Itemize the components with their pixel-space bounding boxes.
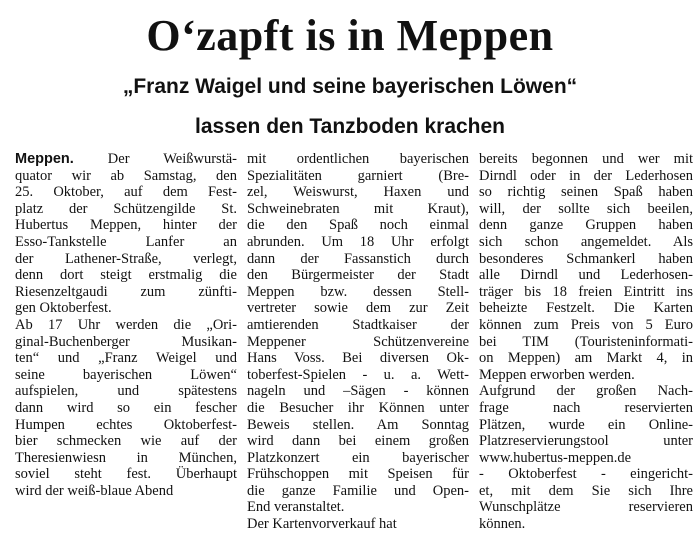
article-line: wird der weiß-blaue Abend — [15, 482, 174, 499]
article-line: platz der Schützengilde St. — [15, 200, 237, 217]
article-line: bei TIM (Touristeninformati- — [479, 333, 693, 350]
article-line: besonderes Schmankerl haben — [479, 250, 693, 267]
subheadline-2: lassen den Tanzboden krachen — [194, 115, 506, 138]
article-line: vertreter sowie dem zur Zeit — [247, 300, 469, 317]
article-line: wird dann bei einem großen — [247, 433, 469, 450]
article-line: Meppen bzw. dessen Stell- — [247, 283, 469, 300]
article-line: frage nach reservierten — [479, 399, 693, 416]
article-line: on Meppen) am Markt 4, in — [479, 350, 693, 367]
article-line: Platzreservierungstool unter — [479, 433, 693, 450]
article-line: so richtig seinen Spaß haben — [479, 184, 693, 201]
article-line: Ab 17 Uhr werden die „Ori- — [15, 316, 237, 333]
article-line: mit ordentlichen bayerischen — [247, 151, 469, 167]
article-column-3 — [479, 151, 693, 533]
article-line: träger bis 18 freien Eintritt ins — [479, 283, 693, 300]
article-line: Schweinebraten mit Kraut), — [247, 200, 469, 217]
article-line: können. — [479, 516, 526, 533]
article-line: Esso-Tankstelle Lanfer an — [15, 233, 237, 250]
article-line: der Lathener-Straße, verlegt, — [15, 250, 237, 267]
article-column-2 — [247, 151, 469, 533]
article-line: Humpen echtes Oktoberfest- — [15, 416, 237, 433]
article-line: Platzkonzert ein bayerischer — [247, 449, 469, 466]
article-line: et, mit dem Sie sich Ihre — [479, 482, 693, 499]
article-line: beheizte Festzelt. Die Karten — [479, 300, 693, 317]
article-line: toberfest-Spielen - u. a. Wett- — [247, 366, 469, 383]
article-line: Meppen erworben werden. — [479, 366, 635, 383]
article-line: denn dort steigt erstmalig die — [15, 267, 237, 284]
article-line: zel, Weiswurst, Haxen und — [247, 184, 469, 201]
article-line: alle Dirndl und Lederhosen- — [479, 267, 693, 284]
article-line-text: Der Weißwurstä- — [73, 151, 237, 167]
article-line: End veranstaltet. — [247, 499, 345, 516]
article-line: will, der sollte sich beeilen, — [479, 200, 693, 217]
article-line: Plätzen, wurde ein Online- — [479, 416, 693, 433]
article-line: soviel steht fest. Überhaupt — [15, 466, 237, 483]
article-line: 25. Oktober, auf dem Fest- — [15, 184, 237, 201]
article-line: Dirndl oder in der Lederhosen — [479, 167, 693, 184]
article-line: quator wir ab Samstag, den — [15, 167, 237, 184]
article-line: Der Kartenvorverkauf hat — [247, 516, 397, 533]
article-line: Meppener Schützenvereine — [247, 333, 469, 350]
article-line: bier schmecken wie auf der — [15, 433, 237, 450]
dateline: Meppen. — [15, 151, 74, 167]
article-line: denn ganze Gruppen haben — [479, 217, 693, 234]
article-line: Aufgrund der großen Nach- — [479, 383, 693, 400]
article-line: gen Oktoberfest. — [15, 300, 112, 317]
subheadline-1: „Franz Waigel und seine bayerischen Löwen“ — [122, 75, 578, 98]
article-line: Hubertus Meppen, hinter der — [15, 217, 237, 234]
article-line: abrunden. Um 18 Uhr erfolgt — [247, 233, 469, 250]
article-line: amtierenden Stadtkaiser der — [247, 316, 469, 333]
article-line: www.hubertus-meppen.de — [479, 449, 632, 466]
article-line: dann wird so ein fescher — [15, 399, 237, 416]
article-line: Frühschoppen mit Speisen für — [247, 466, 469, 483]
article-line: Riesenzeltgaudi zum zünfti- — [15, 283, 237, 300]
article-line: Beweis stellen. Am Sonntag — [247, 416, 469, 433]
article-line: bereits begonnen und wer mit — [479, 151, 693, 167]
article-line: ten“ und „Franz Weigel und — [15, 350, 237, 367]
article-line: die den Spaß noch einmal — [247, 217, 469, 234]
article-line: - Oktoberfest - eingericht- — [479, 466, 693, 483]
article-line: können zum Preis von 5 Euro — [479, 316, 693, 333]
article-line: aufspielen, und spätestens — [15, 383, 237, 400]
article-line: den Bürgermeister der Stadt — [247, 267, 469, 284]
article-line: nageln und –Sägen - können — [247, 383, 469, 400]
article-line: seine bayerischen Löwen“ — [15, 366, 237, 383]
article-line — [15, 151, 237, 168]
article-line: die ganze Familie und Open- — [247, 482, 469, 499]
headline: O‘zapft is in Meppen — [146, 11, 554, 60]
article-line: Theresienwiesn in München, — [15, 449, 237, 466]
article-line: ginal-Buchenberger Musikan- — [15, 333, 237, 350]
article-line: die Besucher ihr Können unter — [247, 399, 469, 416]
article-column-1 — [15, 151, 237, 499]
article-line: dann der Fassanstich durch — [247, 250, 469, 267]
article-line: Hans Voss. Bei diversen Ok- — [247, 350, 469, 367]
article-line: sich schon angemeldet. Als — [479, 233, 693, 250]
article-line: Wunschplätze reservieren — [479, 499, 693, 516]
article-line: Spezialitäten garniert (Bre- — [247, 167, 469, 184]
